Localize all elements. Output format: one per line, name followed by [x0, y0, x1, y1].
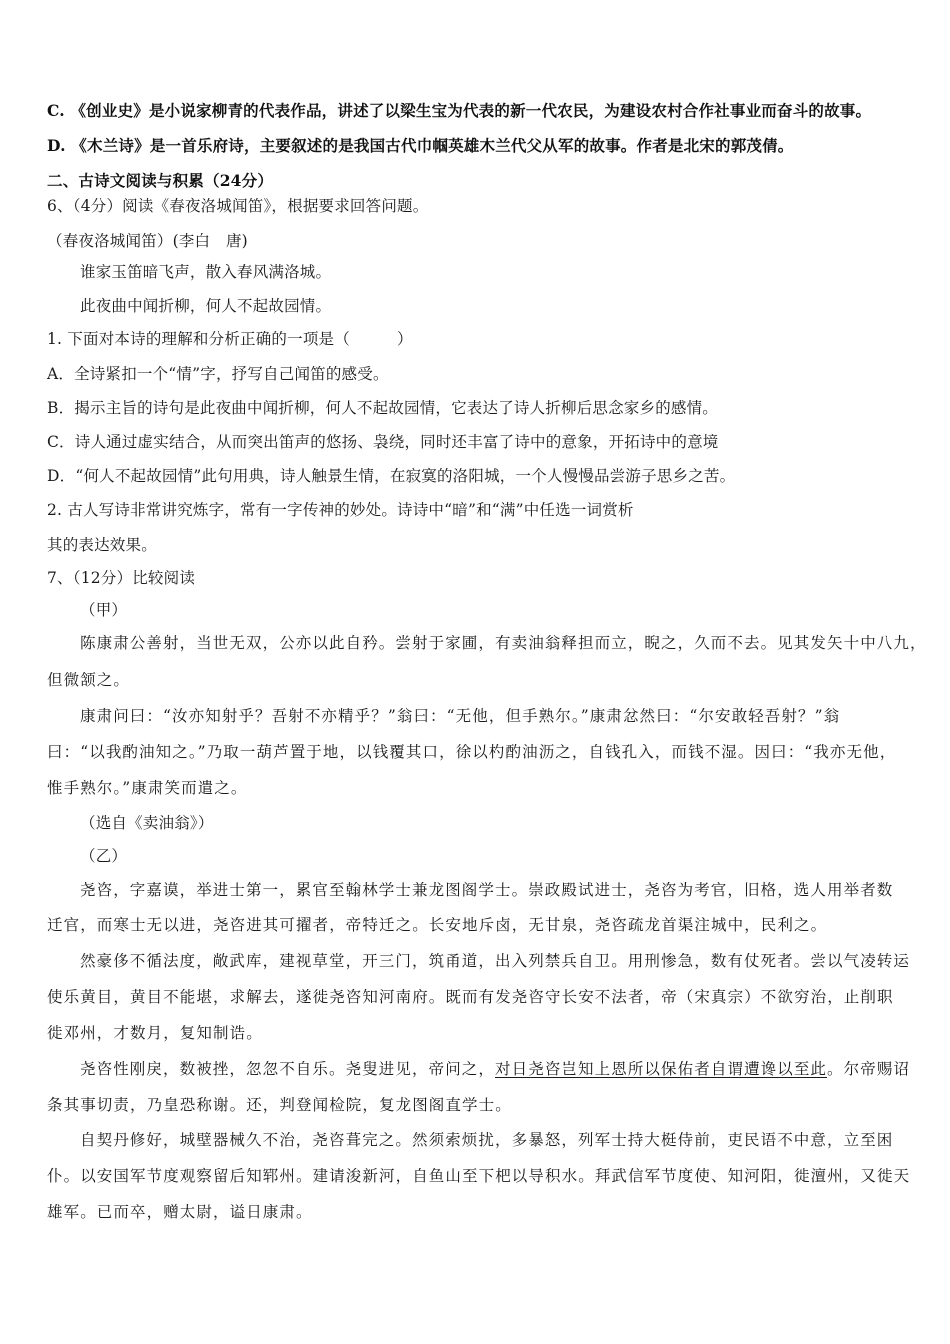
subquestion-1-option-a: A．全诗紧扣一个“情”字，抒写自己闻笛的感受。 [47, 365, 389, 383]
subquestion-2-line2: 其的表达效果。 [47, 536, 157, 554]
passage-yi-label: （乙） [80, 847, 128, 865]
passage-jia-line: 康肃问曰：“汝亦知射乎？吾射不亦精乎？”翁曰：“无他，但手熟尔。”康肃忿然曰：“尔安敢轻吾射？”翁 [80, 707, 841, 725]
passage-yi-line: 迁官，而寒士无以进，尧咨进其可擢者，帝特迁之。长安地斥卤，无甘泉，尧咨疏龙首渠注城中，民利之。 [47, 916, 828, 934]
passage-yi-line: 使乐黄目，黄目不能堪，求解去，遂徙尧咨知河南府。既而有发尧咨守长安不法者，帝（宋真宗）不欲穷治，止削职 [47, 988, 894, 1006]
subquestion-1-option-d: D．“何人不起故园情”此句用典，诗人触景生情，在寂寞的洛阳城，一个人慢慢品尝游子思乡之苦。 [47, 467, 736, 485]
subquestion-1-option-b: B．揭示主旨的诗句是此夜曲中闻折柳，何人不起故园情，它表达了诗人折柳后思念家乡的感情。 [47, 399, 718, 417]
passage-jia-label: （甲） [80, 601, 128, 619]
para3-text-after: 。尔帝赐诏 [827, 1060, 911, 1078]
option-label: C. [47, 101, 65, 120]
subquestion-1-stem: 1. 下面对本诗的理解和分析正确的一项是（ ） [47, 330, 413, 348]
section-heading: 二、古诗文阅读与积累（24分） [47, 171, 274, 190]
question-6-prompt: 6、（4分）阅读《春夜洛城闻笛》，根据要求回答问题。 [47, 197, 429, 215]
passage-jia-line: 陈康肃公善射，当世无双，公亦以此自矜。尝射于家圃，有卖油翁释担而立，睨之，久而不去。见其发矢十中八九， [80, 634, 927, 652]
passage-yi-line: 徙邓州，才数月，复知制诰。 [47, 1024, 263, 1042]
poem-line: 谁家玉笛暗飞声，散入春风满洛城。 [80, 263, 332, 281]
para3-text-before: 尧咨性刚戾，数被挫，忽忽不自乐。尧叟进见，帝问之， [80, 1060, 496, 1078]
underlined-sentence: 对日尧咨岂知上恩所以保佑者自谓遭谗以至此 [495, 1060, 828, 1078]
passage-yi-para3-line2: 条其事切责，乃皇恐称谢。还，判登闻检院，复龙图阁直学士。 [47, 1096, 512, 1114]
option-d-prev [47, 136, 794, 156]
option-text: 《创业史》是小说家柳青的代表作品，讲述了以梁生宝为代表的新一代农民，为建设农村合作社事业而奋斗的故事。 [70, 101, 872, 120]
passage-jia-source: （选自《卖油翁》） [80, 814, 214, 832]
option-c-prev [47, 101, 871, 121]
question-7-prompt: 7、（12分）比较阅读 [47, 569, 196, 587]
passage-yi-para4-line: 自契丹修好，城壁器械久不治，尧咨葺完之。然须索烦扰，多暴怒，列军士持大梃侍前，吏民语不中意，立至困 [80, 1131, 894, 1149]
poem-line: 此夜曲中闻折柳，何人不起故园情。 [80, 297, 332, 315]
subquestion-2-line1: 2. 古人写诗非常讲究炼字，常有一字传神的妙处。诗诗中“暗”和“满”中任选一词赏析 [47, 501, 634, 519]
passage-yi-para4-line: 雄军。已而卒，赠太尉，谥日康肃。 [47, 1203, 313, 1221]
subquestion-1-option-c: C．诗人通过虚实结合，从而突出笛声的悠扬、袅绕，同时还丰富了诗中的意象，开拓诗中的意境 [47, 433, 719, 451]
passage-jia-line: 但微颔之。 [47, 671, 131, 689]
passage-yi-line: 然豪侈不循法度，敞武库，建视草堂，开三门，筑甬道，出入列禁兵自卫。用刑惨急，数有仗死者。尝以气凌转运 [80, 952, 911, 970]
poem-title: （春夜洛城闻笛）(李白 唐) [47, 232, 248, 250]
passage-yi-line: 尧咨，字嘉谟，举进士第一，累官至翰林学士兼龙图阁学士。崇政殿试进士，尧咨为考官，旧格，选人用举者数 [80, 881, 894, 899]
passage-yi-para3-line1 [80, 1059, 910, 1079]
option-text: 《木兰诗》是一首乐府诗，主要叙述的是我国古代巾帼英雄木兰代父从军的故事。作者是北宋的郭茂倩。 [71, 136, 794, 155]
passage-yi-para4-line: 仆。以安国军节度观察留后知郓州。建请浚新河，自鱼山至下杷以导积水。拜武信军节度使、知河阳，徙澶州，又徙天 [47, 1167, 911, 1185]
passage-jia-line: 惟手熟尔。”康肃笑而遣之。 [47, 779, 248, 797]
option-label: D. [47, 136, 66, 155]
passage-jia-line: 曰：“以我酌油知之。”乃取一葫芦置于地，以钱覆其口，徐以杓酌油沥之，自钱孔入，而钱不湿。因曰：“我亦无他， [47, 743, 897, 761]
